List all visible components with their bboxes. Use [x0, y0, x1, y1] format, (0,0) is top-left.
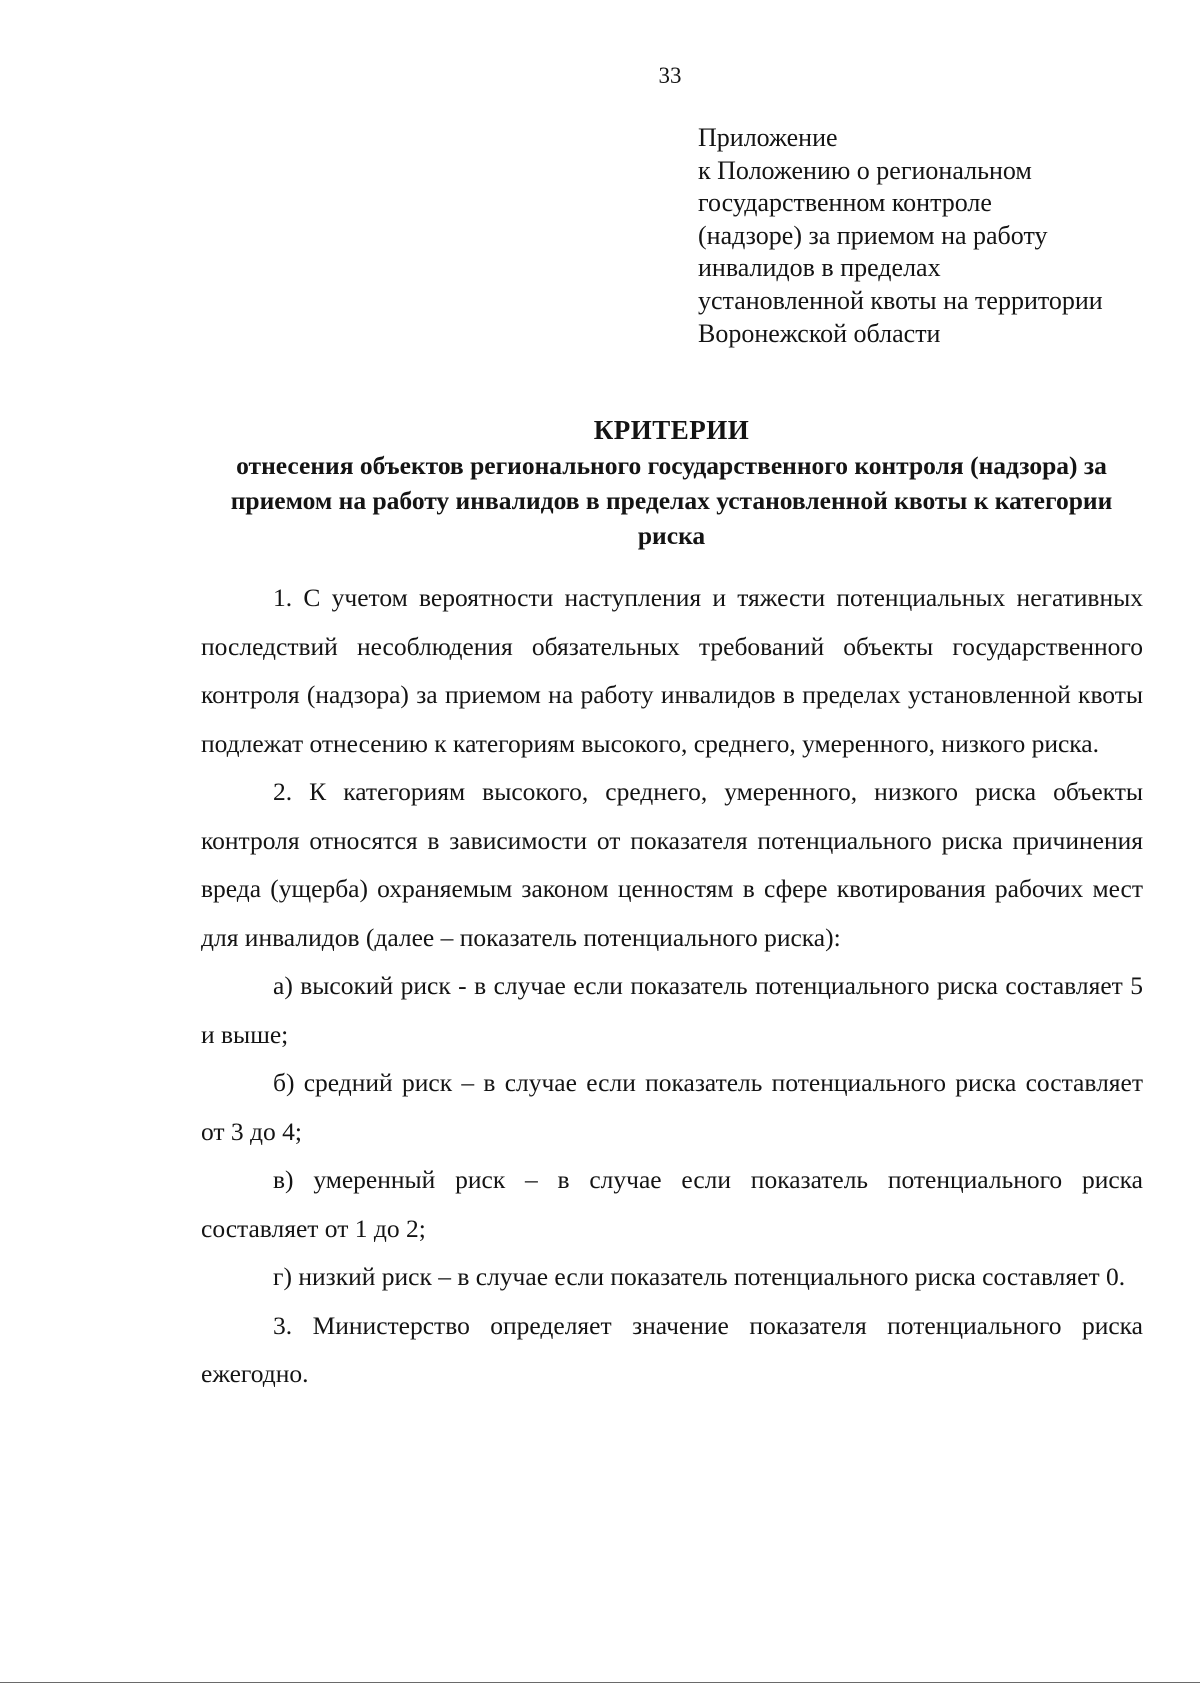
paragraph-3: 3. Министерство определяет значение показателя потенциального риска ежегодно. — [201, 1310, 1143, 1388]
paragraph-2: 2. К категориям высокого, среднего, умеренного, низкого риска объекты контроля относятся в зависимости от показателя потенциального риска причинения вреда (ущерба) охраняемым законом ценностям в сфере квотирования рабочих мест для инвалидов (далее – показатель потенциального риска): — [201, 777, 1143, 952]
paragraph-1: 1. С учетом вероятности наступления и тяжести потенциальных негативных последствий несоблюдения обязательных требований объекты государственного контроля (надзора) за приемом на работу инвалидов в пределах установленной квоты подлежат отнесению к категориям высокого, среднего, умеренного, низкого риска. — [201, 583, 1143, 758]
title-main: КРИТЕРИИ — [593, 415, 750, 445]
title-subtitle: отнесения объектов регионального государственного контроля (надзора) за приемом на работу инвалидов в пределах установленной квоты к категории риска — [230, 451, 1113, 550]
appendix-header — [698, 122, 1178, 350]
appendix-line: государственном контроле — [698, 188, 992, 218]
page-number: 33 — [658, 63, 682, 88]
document-title — [200, 412, 1143, 553]
paragraph-2d: г) низкий риск – в случае если показатель потенциального риска составляет 0. — [273, 1262, 1126, 1291]
appendix-line: инвалидов в пределах — [698, 253, 941, 283]
paragraph-2a: а) высокий риск - в случае если показатель потенциального риска составляет 5 и выше; — [201, 971, 1143, 1049]
paragraph-2c: в) умеренный риск – в случае если показатель потенциального риска составляет от 1 до 2; — [201, 1165, 1143, 1243]
bottom-scan-edge — [0, 1682, 1200, 1683]
appendix-line: к Положению о региональном — [698, 155, 1032, 185]
appendix-line: (надзоре) за приемом на работу — [698, 220, 1048, 250]
appendix-line: установленной квоты на территории — [698, 285, 1103, 315]
appendix-line: Приложение — [698, 123, 838, 152]
paragraph-2b: б) средний риск – в случае если показатель потенциального риска составляет от 3 до 4; — [201, 1068, 1143, 1146]
appendix-line: Воронежской области — [698, 318, 941, 348]
document-body — [201, 574, 1143, 1399]
